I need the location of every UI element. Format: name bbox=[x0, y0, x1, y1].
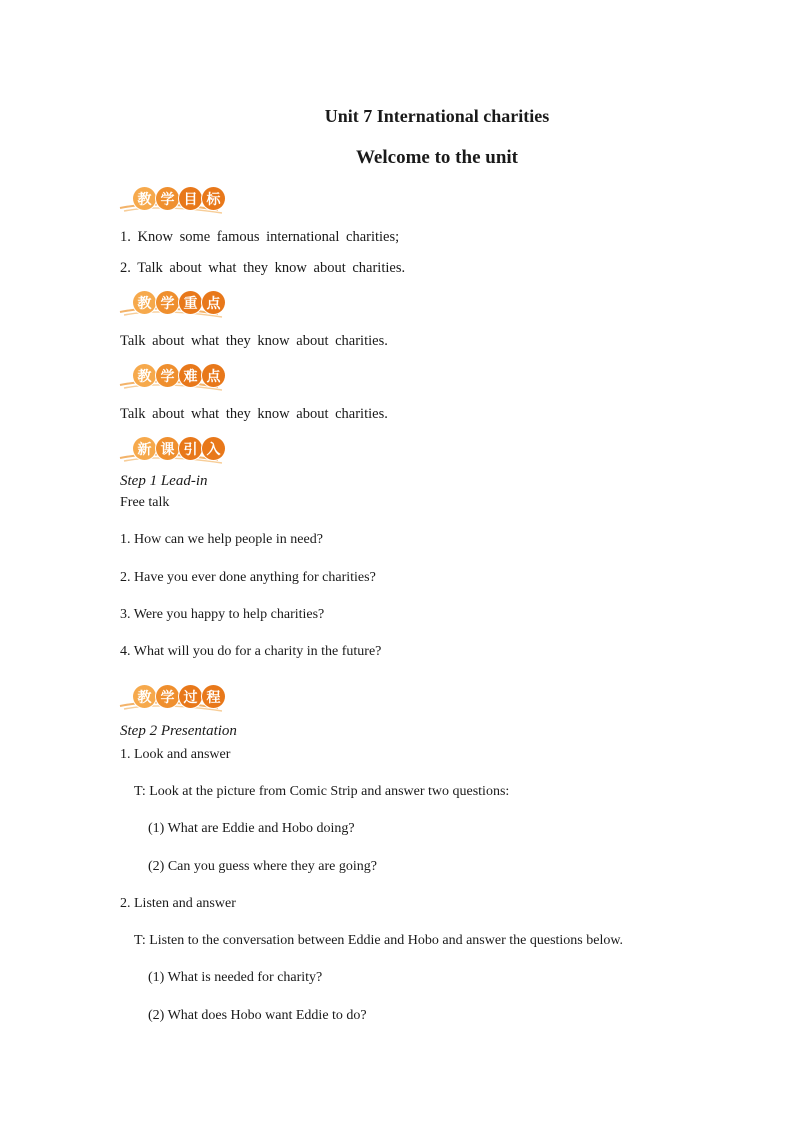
step2-part2-instruction: T: Listen to the conversation between Eddie and Hobo and answer the questions below. bbox=[134, 933, 624, 948]
step2-part1-question: (2) Can you guess where they are going? bbox=[148, 859, 377, 874]
step2-part2-question: (2) What does Hobo want Eddie to do? bbox=[148, 1008, 367, 1023]
badge-char: 学 bbox=[156, 187, 179, 210]
badge-char: 过 bbox=[179, 685, 202, 708]
step2-part2-title: 2. Listen and answer bbox=[120, 896, 236, 911]
lesson-subtitle: Welcome to the unit bbox=[355, 147, 518, 168]
difficulties-text: Talk about what they know about charities. bbox=[120, 406, 388, 422]
step1-heading: Step 1 Lead-in bbox=[120, 473, 208, 489]
section-badge-lead-in bbox=[118, 436, 228, 464]
badge-char: 引 bbox=[179, 437, 202, 460]
badge-char: 点 bbox=[202, 291, 225, 314]
badge-char: 重 bbox=[179, 291, 202, 314]
badge-char: 标 bbox=[202, 187, 225, 210]
section-badge-key-points bbox=[118, 290, 228, 318]
section-badge-objectives bbox=[118, 186, 228, 214]
key-points-text: Talk about what they know about charities. bbox=[120, 333, 388, 349]
step2-part1-title: 1. Look and answer bbox=[120, 747, 231, 762]
badge-char: 学 bbox=[156, 291, 179, 314]
step2-part1-instruction: T: Look at the picture from Comic Strip and answer two questions: bbox=[134, 784, 510, 799]
section-badge-difficulties bbox=[118, 363, 228, 391]
objective-item: 1. Know some famous international charities; bbox=[120, 229, 400, 245]
step1-subheading: Free talk bbox=[120, 495, 170, 510]
badge-char: 教 bbox=[133, 187, 156, 210]
badge-char: 教 bbox=[133, 685, 156, 708]
step1-question: 1. How can we help people in need? bbox=[120, 532, 323, 547]
badge-char: 难 bbox=[179, 364, 202, 387]
step1-question: 3. Were you happy to help charities? bbox=[120, 607, 325, 622]
badge-char: 教 bbox=[133, 364, 156, 387]
badge-char: 程 bbox=[202, 685, 225, 708]
badge-char: 新 bbox=[133, 437, 156, 460]
objective-item: 2. Talk about what they know about charities. bbox=[120, 260, 406, 276]
badge-char: 目 bbox=[179, 187, 202, 210]
badge-char: 教 bbox=[133, 291, 156, 314]
badge-char: 入 bbox=[202, 437, 225, 460]
badge-char: 学 bbox=[156, 364, 179, 387]
section-badge-process bbox=[118, 684, 228, 712]
badge-char: 课 bbox=[156, 437, 179, 460]
badge-char: 学 bbox=[156, 685, 179, 708]
step2-heading: Step 2 Presentation bbox=[120, 723, 237, 739]
step1-question: 2. Have you ever done anything for charities? bbox=[120, 570, 376, 585]
step2-part2-question: (1) What is needed for charity? bbox=[148, 970, 323, 985]
step1-question: 4. What will you do for a charity in the future? bbox=[120, 644, 382, 659]
unit-title: Unit 7 International charities bbox=[324, 106, 550, 126]
step2-part1-question: (1) What are Eddie and Hobo doing? bbox=[148, 821, 355, 836]
badge-char: 点 bbox=[202, 364, 225, 387]
